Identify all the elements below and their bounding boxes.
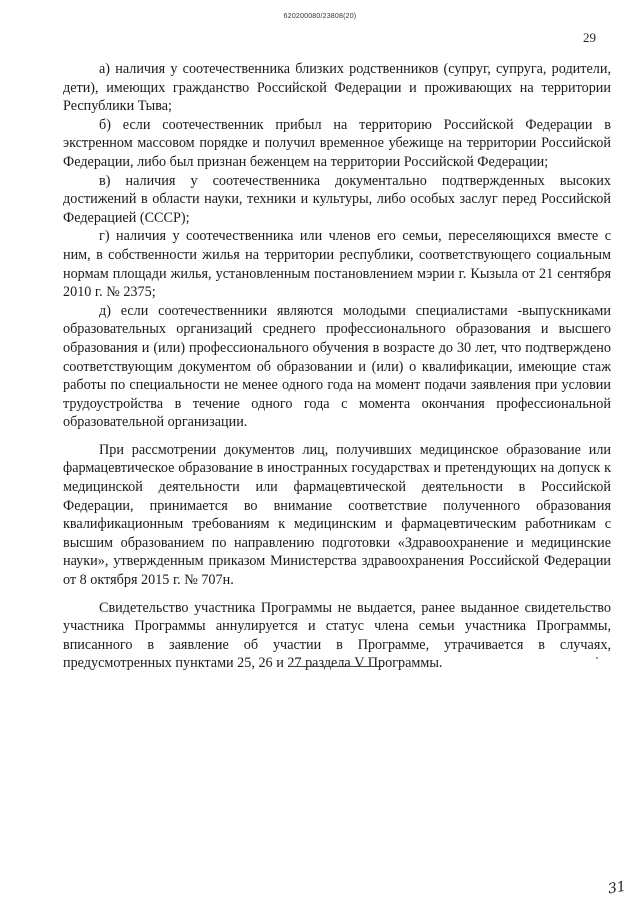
handwritten-page-mark: 31 [606,878,628,898]
paragraph-certificate: Свидетельство участника Программы не выдается, ранее выданное свидетельство участника Программы аннулируется и статус члена семьи участника Программы, вписанного в заявление об участии в Программе, утрачивается в случаях, предусмотренных пунктами 25, 26 и 27 раздела V Программы. [63,599,611,672]
paragraph-g: г) наличия у соотечественника или членов его семьи, переселяющихся вместе с ним, в собственности жилья на территории республики, соответствующего социальным нормам площади жилья, установленным постановлением мэрии г. Кызыла от 21 сентября 2010 г. № 2375; [63,228,611,301]
document-id: 620200080/23808(20) [283,13,357,20]
page-number: 29 [583,30,596,45]
paragraph-b: б) если соотечественник прибыл на территорию Российской Федерации в экстренном массовом порядке и получил временное убежище на территории Российской Федерации, либо был признан беженцем на территории Российской Федерации; [63,116,611,170]
paragraph-d: д) если соотечественники являются молодыми специалистами -выпускниками образовательных организаций среднего профессионального образования и высшего образования и (или) профессионального обучения в возрасте до 30 лет, что подтверждено соответствующим документом об образовании и (или) о квалификации, имеющие стаж работы по специальности не менее одного года на момент подачи заявления при условии трудоустройства в течение одного года с момента окончания профессиональной образовательной организации. [63,302,611,431]
paragraph-a: а) наличия у соотечественника близких родственников (супруг, супруга, родители, дети), имеющих гражданство Российской Федерации и проживающих на территории Республики Тыва; [63,61,611,115]
document-body [63,60,611,673]
scan-speck [596,657,598,659]
separator-line [289,666,383,667]
paragraph-medical-education: При рассмотрении документов лиц, получивших медицинское образование или фармацевтическое образование в иностранных государствах и претендующих на допуск к медицинской деятельности или фармацевтической деятельности в Российской Федерации, принимается во внимание соответствие полученного образования квалификационным требованиям к медицинским и фармацевтическим работникам с высшим образованием по направлению подготовки «Здравоохранение и медицинские науки», утвержденным приказом Министерства здравоохранения Российской Федерации от 8 октября 2015 г. № 707н. [63,441,611,589]
paragraph-v: в) наличия у соотечественника документально подтвержденных высоких достижений в области науки, техники и культуры, либо особых заслуг перед Российской Федерацией (СССР); [63,172,611,226]
